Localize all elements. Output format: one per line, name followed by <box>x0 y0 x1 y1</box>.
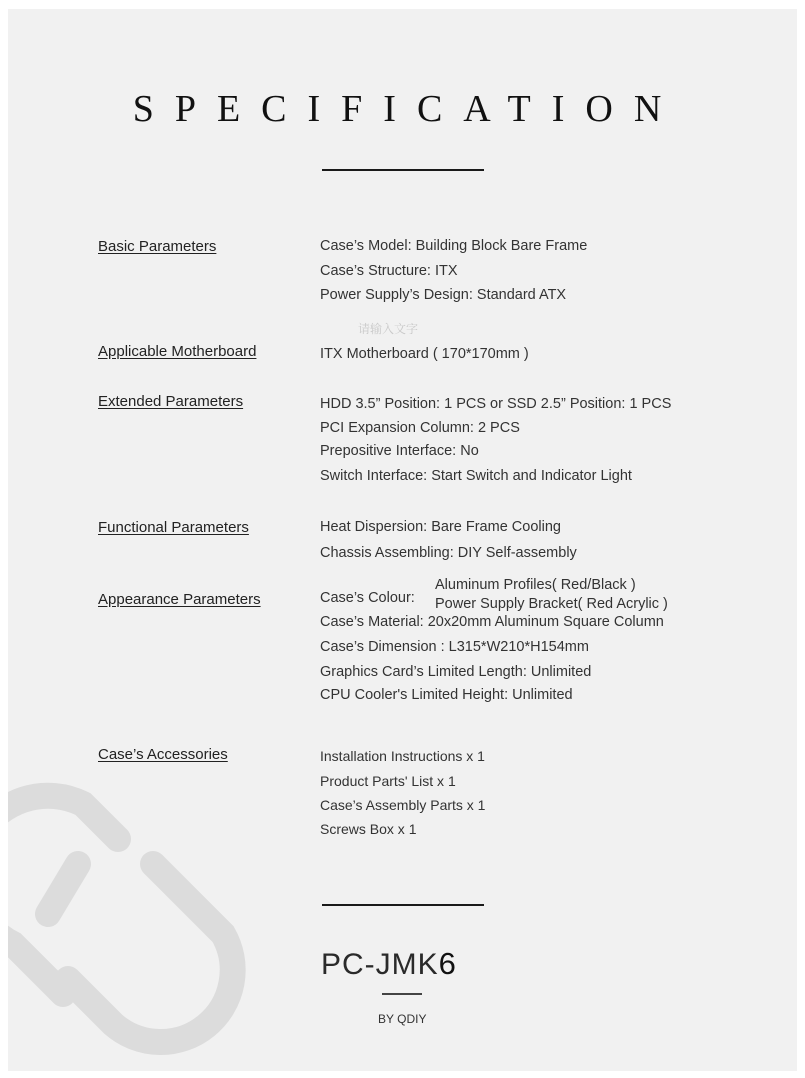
spec-line: Power Supply’s Design: Standard ATX <box>320 287 567 303</box>
spec-line: Case’s Dimension : L315*W210*H154mm <box>320 639 589 655</box>
product-number: 6 <box>438 946 457 981</box>
section-label-accessories: Case’s Accessories <box>98 746 228 763</box>
spec-line-colour-value: Aluminum Profiles( Red/Black ) <box>435 577 636 593</box>
spec-line: CPU Cooler's Limited Height: Unlimited <box>320 687 573 703</box>
page-title: SPECIFICATION <box>132 88 683 130</box>
spec-line: Prepositive Interface: No <box>320 443 479 459</box>
spec-line: HDD 3.5” Position: 1 PCS or SSD 2.5” Position: 1 PCS <box>320 396 672 412</box>
spec-line: Screws Box x 1 <box>320 821 417 837</box>
spec-sheet <box>8 9 797 1071</box>
product-dash <box>382 993 422 995</box>
product-model: PC-JMK <box>321 948 439 981</box>
spec-line-colour-value: Power Supply Bracket( Red Acrylic ) <box>435 596 668 612</box>
spec-line: Heat Dispersion: Bare Frame Cooling <box>320 519 561 535</box>
spec-line: Switch Interface: Start Switch and Indicator Light <box>320 468 632 484</box>
spec-line: Case’s Assembly Parts x 1 <box>320 797 486 813</box>
spec-line: Chassis Assembling: DIY Self-assembly <box>320 545 577 561</box>
section-label-motherboard: Applicable Motherboard <box>98 343 257 360</box>
spec-line: ITX Motherboard ( 170*170mm ) <box>320 346 529 362</box>
product-name <box>321 946 457 982</box>
spec-line-colour-label: Case’s Colour: <box>320 590 415 606</box>
spec-line: Installation Instructions x 1 <box>320 748 485 764</box>
faint-watermark-text: 请输入文字 <box>358 322 419 336</box>
spec-line: Case’s Material: 20x20mm Aluminum Square Column <box>320 614 664 630</box>
spec-line: PCI Expansion Column: 2 PCS <box>320 420 520 436</box>
spec-line: Case’s Model: Building Block Bare Frame <box>320 238 588 254</box>
spec-line: Product Parts' List x 1 <box>320 773 456 789</box>
section-label-basic: Basic Parameters <box>98 238 217 255</box>
section-label-appearance: Appearance Parameters <box>98 591 261 608</box>
section-label-functional: Functional Parameters <box>98 519 249 536</box>
spec-line: Case’s Structure: ITX <box>320 263 458 279</box>
spec-line: Graphics Card’s Limited Length: Unlimited <box>320 664 592 680</box>
product-byline: BY QDIY <box>378 1012 427 1026</box>
footer-divider <box>322 904 484 906</box>
title-divider <box>322 169 484 171</box>
section-label-extended: Extended Parameters <box>98 393 244 410</box>
